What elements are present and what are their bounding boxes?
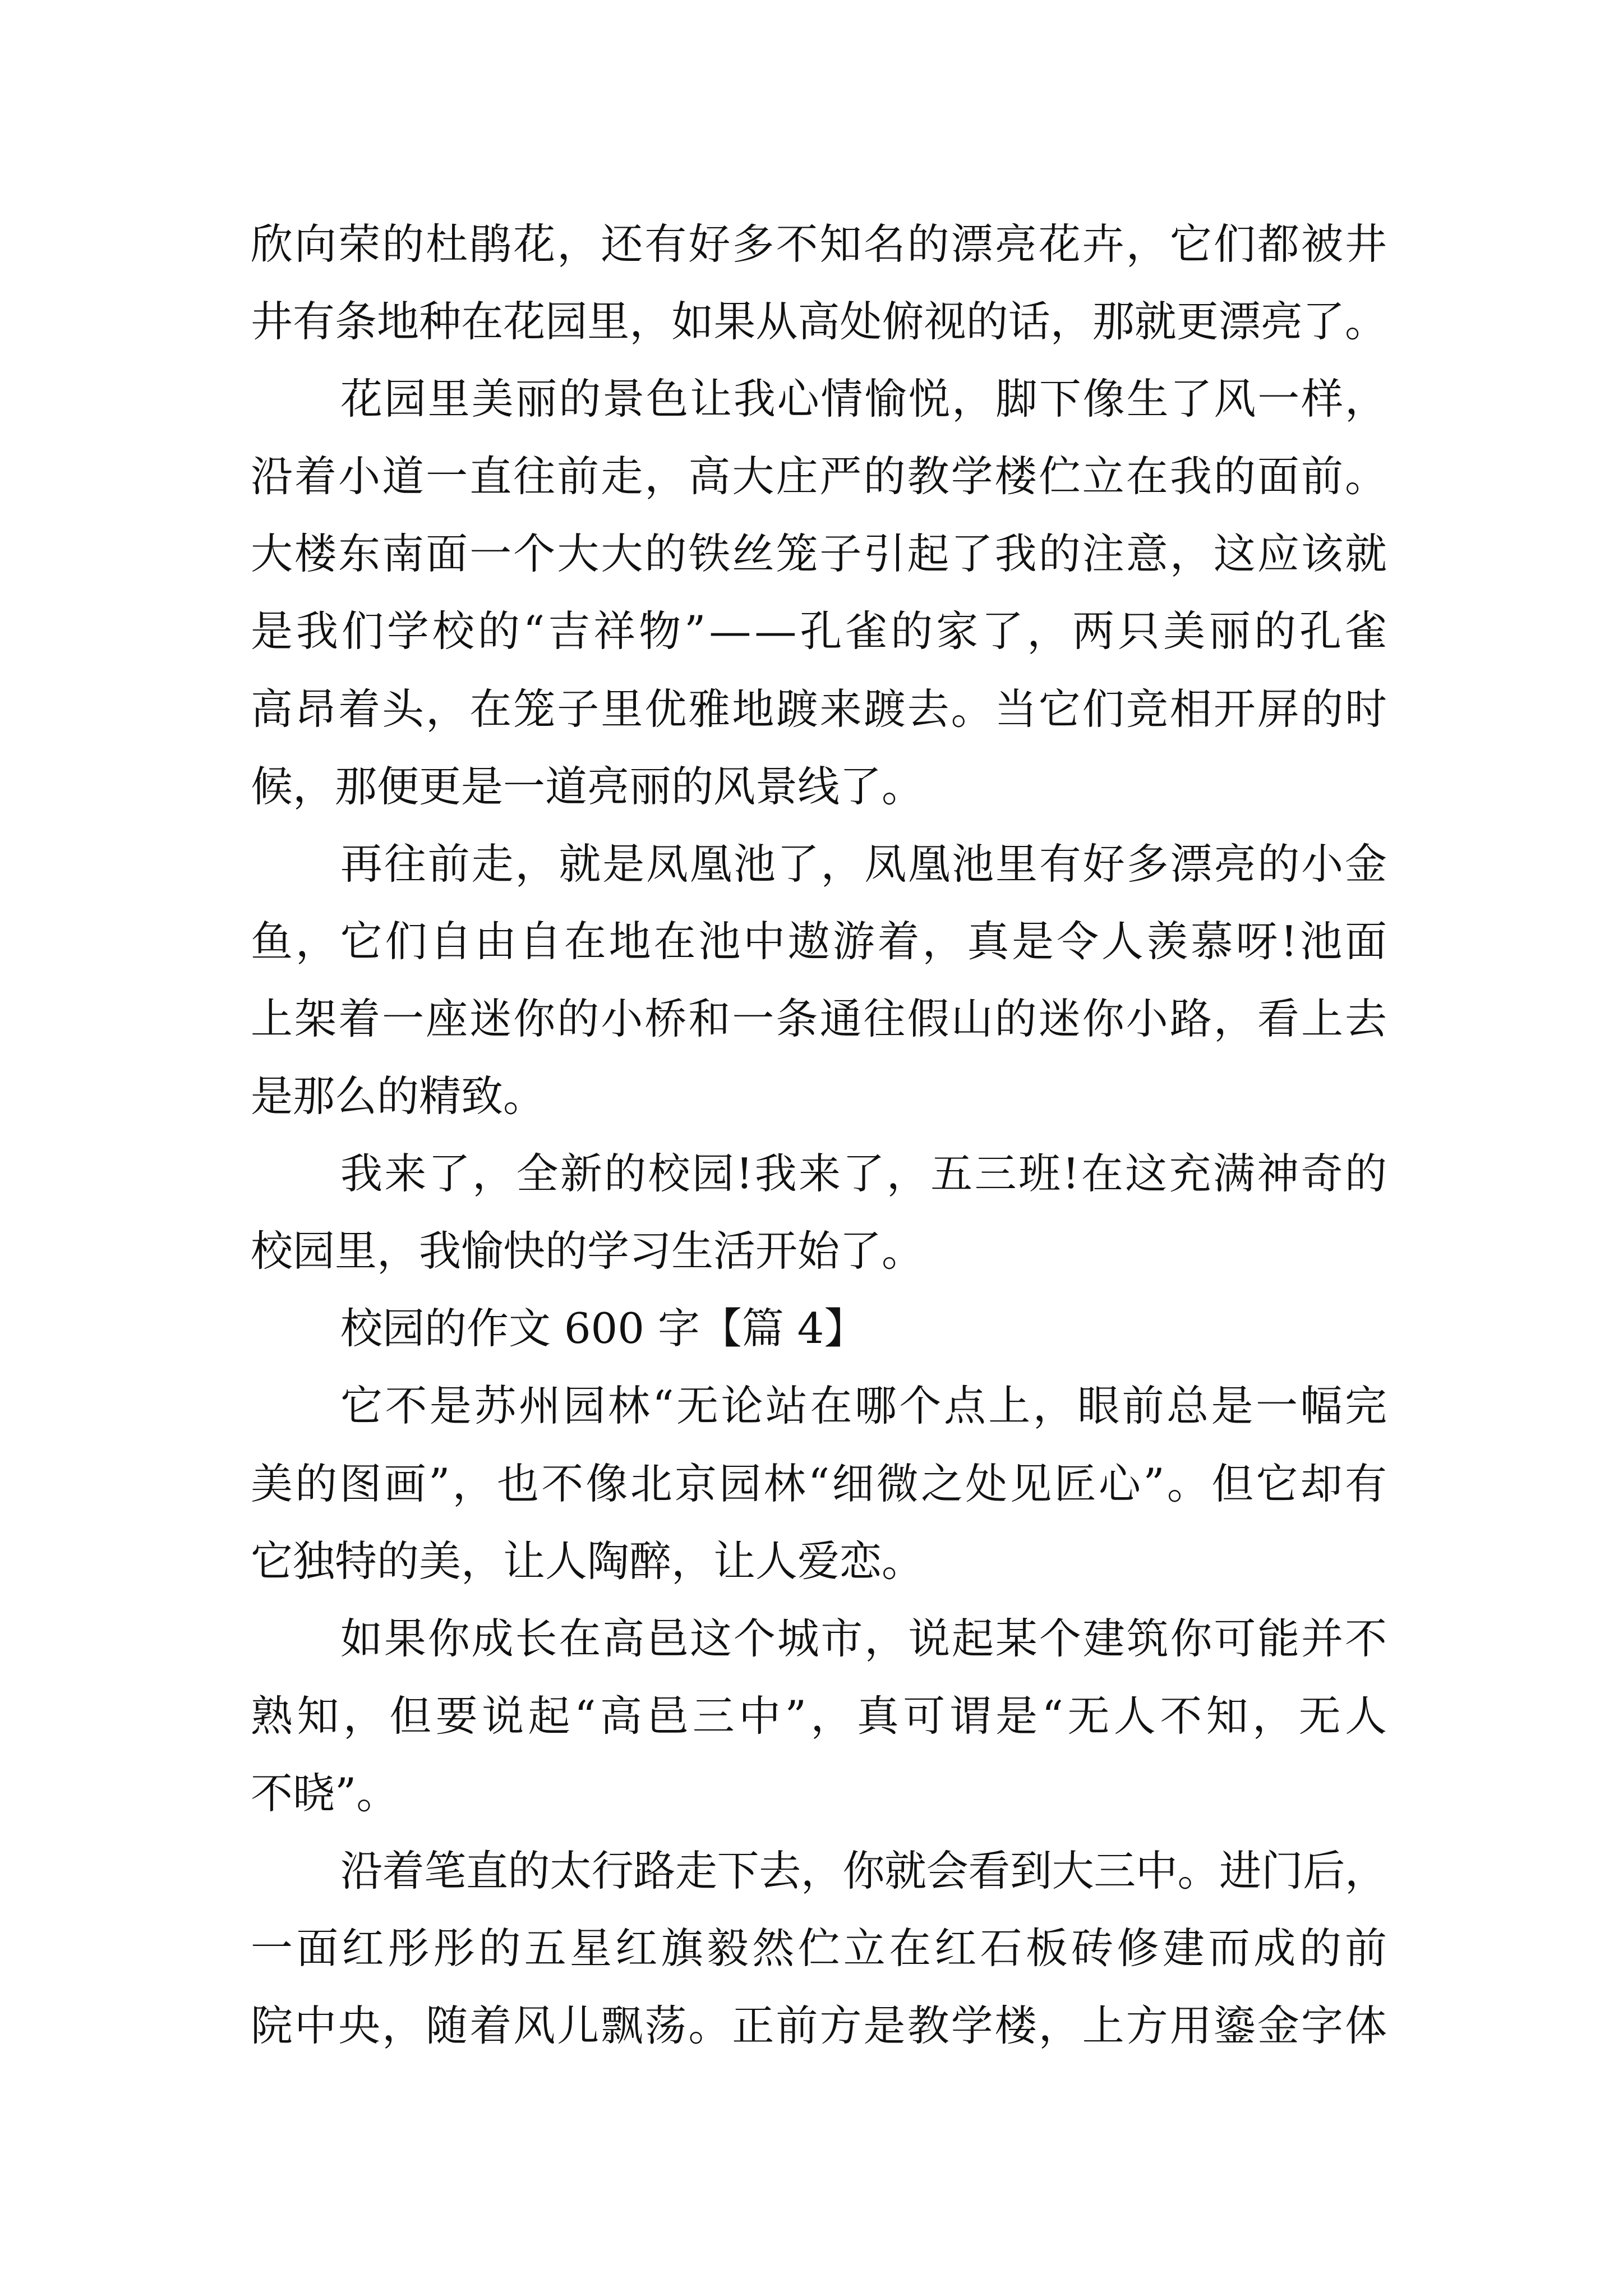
paragraph-line: 井有条地种在花园里，如果从高处俯视的话，那就更漂亮了。 <box>251 297 1387 347</box>
paragraph-line: 院中央，随着风儿飘荡。正前方是教学楼，上方用鎏金字体 <box>251 2001 1389 2051</box>
paragraph-line: 沿着笔直的太行路走下去，你就会看到大三中。进门后， <box>340 1846 1387 1895</box>
paragraph-line: 大楼东南面一个大大的铁丝笼子引起了我的注意，这应该就 <box>251 529 1389 579</box>
paragraph-line: 沿着小道一直往前走，高大庄严的教学楼伫立在我的面前。 <box>251 452 1389 501</box>
paragraph-line: 不晓”。 <box>251 1768 399 1818</box>
paragraph-line: 上架着一座迷你的小桥和一条通往假山的迷你小路，看上去 <box>251 993 1389 1043</box>
paragraph-line: 它独特的美，让人陶醉，让人爱恋。 <box>251 1536 924 1586</box>
paragraph-line: 美的图画”，也不像北京园林“细微之处见匠心”。但它却有 <box>251 1458 1390 1508</box>
paragraph-line: 是那么的精致。 <box>251 1071 546 1121</box>
paragraph <box>251 825 1390 1135</box>
paragraph-line: 它不是苏州园林“无论站在哪个点上，眼前总是一幅完 <box>340 1381 1390 1431</box>
paragraph <box>251 1600 1391 1832</box>
paragraph-line: 校园里，我愉快的学习生活开始了。 <box>251 1226 924 1276</box>
paragraph-line: 如果你成长在高邑这个城市，说起某个建筑你可能并不 <box>340 1613 1389 1663</box>
paragraph <box>251 1832 1391 2064</box>
paragraph <box>251 205 1387 360</box>
paragraph-line: 欣向荣的杜鹃花，还有好多不知名的漂亮花卉，它们都被井 <box>251 219 1389 269</box>
essay-section <box>251 1290 1391 2064</box>
paragraph-line: 是我们学校的“吉祥物”——孔雀的家了，两只美丽的孔雀 <box>251 606 1390 656</box>
section-heading: 校园的作文 600 字【篇 4】 <box>340 1304 866 1354</box>
paragraph <box>251 360 1390 825</box>
paragraph-line: 花园里美丽的景色让我心情愉悦，脚下像生了风一样， <box>340 374 1389 424</box>
paragraph-line: 鱼，它们自由自在地在池中遨游着，真是令人羡慕呀!池面 <box>251 916 1390 966</box>
paragraph-line: 我来了，全新的校园!我来了，五三班!在这充满神奇的 <box>340 1149 1389 1199</box>
paragraph-line: 一面红彤彤的五星红旗毅然伫立在红石板砖修建而成的前 <box>251 1924 1391 1973</box>
document-body <box>251 205 1391 2064</box>
paragraph-line: 再往前走，就是凤凰池了，凤凰池里有好多漂亮的小金 <box>340 839 1389 889</box>
paragraph-line: 高昂着头，在笼子里优雅地踱来踱去。当它们竞相开屏的时 <box>251 684 1389 734</box>
paragraph <box>251 1367 1390 1599</box>
paragraph <box>251 1135 1387 1290</box>
paragraph-line: 熟知，但要说起“高邑三中”，真可谓是“无人不知，无人 <box>251 1691 1391 1741</box>
essay-section <box>251 205 1390 1290</box>
paragraph-line: 候，那便更是一道亮丽的风景线了。 <box>251 761 924 811</box>
